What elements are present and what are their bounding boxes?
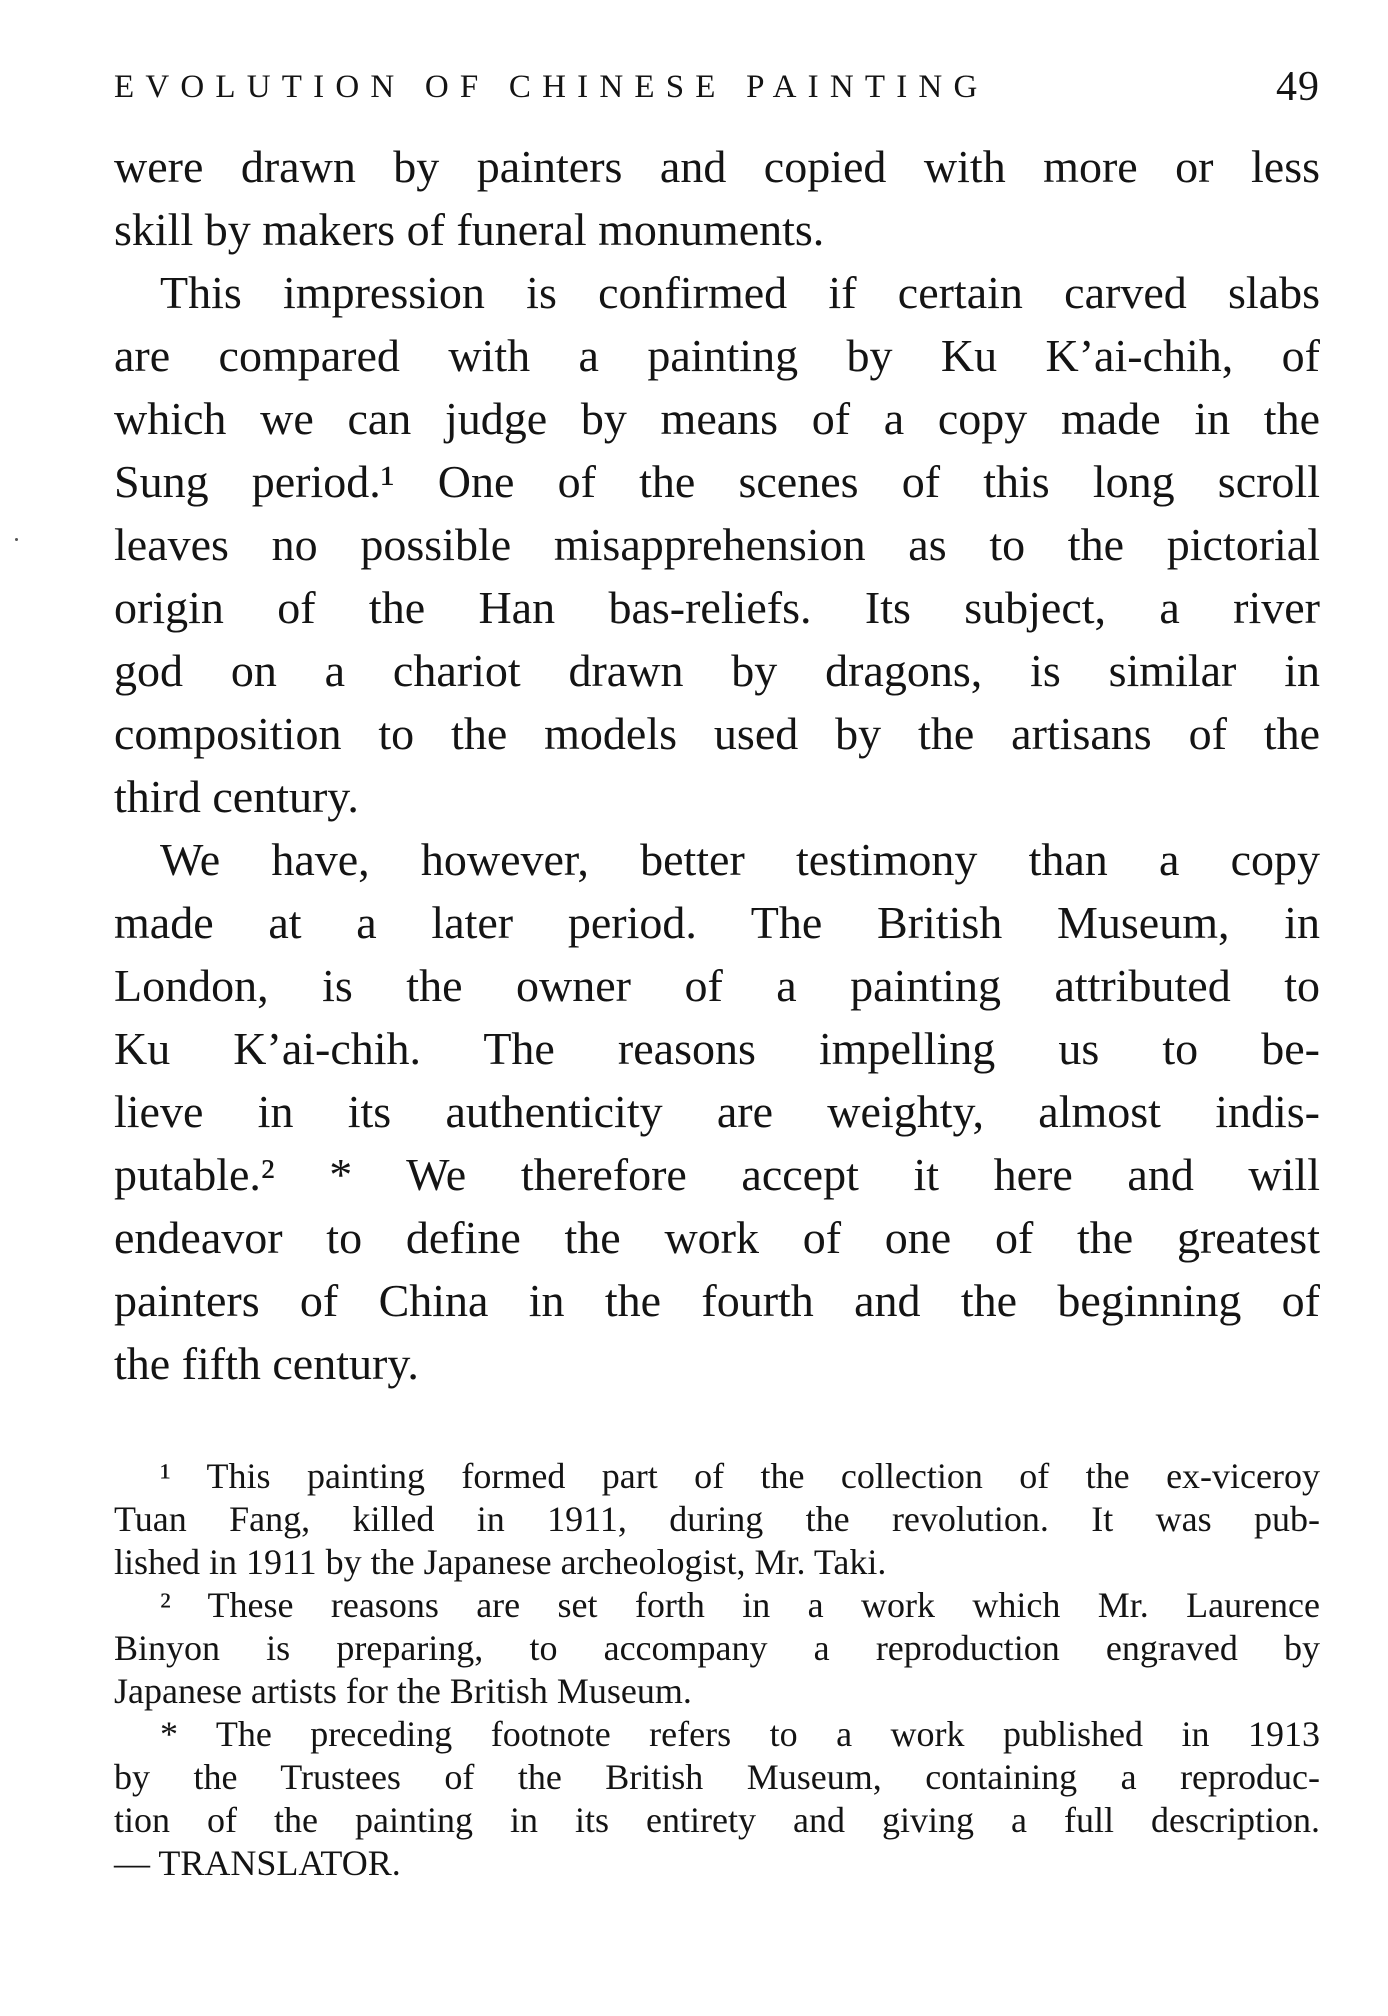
running-head	[114, 62, 1320, 112]
text-line: the fifth century.	[114, 1338, 419, 1389]
text-line: lieve in its authenticity are weighty, almost indis-	[114, 1086, 1320, 1137]
text-line: London, is the owner of a painting attributed to	[114, 960, 1320, 1011]
text-line: We have, however, better testimony than a copy	[160, 834, 1320, 885]
text-line: putable.² * We therefore accept it here and will	[114, 1149, 1320, 1200]
text-line: leaves no possible misapprehension as to the pictorial	[114, 519, 1320, 570]
text-line: painters of China in the fourth and the beginning of	[114, 1275, 1320, 1326]
text-line: third century.	[114, 771, 359, 822]
footnote-line: Tuan Fang, killed in 1911, during the revolution. It was pub-	[114, 1499, 1320, 1539]
text-line: which we can judge by means of a copy made in the	[114, 393, 1320, 444]
text-line: were drawn by painters and copied with more or less	[114, 141, 1320, 192]
footnote-line: ¹ This painting formed part of the collection of the ex-viceroy	[160, 1456, 1320, 1496]
text-line: composition to the models used by the artisans of the	[114, 708, 1320, 759]
footnote-line: * The preceding footnote refers to a work published in 1913	[160, 1714, 1320, 1754]
running-title: EVOLUTION OF CHINESE PAINTING	[114, 69, 989, 105]
page-number: 49	[1276, 64, 1320, 110]
footnote-line: — TRANSLATOR.	[114, 1843, 401, 1883]
text-line: origin of the Han bas-reliefs. Its subject, a river	[114, 582, 1320, 633]
footnote-line: by the Trustees of the British Museum, containing a reproduc-	[114, 1757, 1320, 1797]
text-line: endeavor to define the work of one of the greatest	[114, 1212, 1320, 1263]
text-line: Ku K’ai-chih. The reasons impelling us to be-	[114, 1023, 1320, 1074]
footnote-line: lished in 1911 by the Japanese archeologist, Mr. Taki.	[114, 1542, 887, 1582]
footnote-line: Binyon is preparing, to accompany a reproduction engraved by	[114, 1628, 1320, 1668]
text-line: god on a chariot drawn by dragons, is similar in	[114, 645, 1320, 696]
text-line: Sung period.¹ One of the scenes of this long scroll	[114, 456, 1320, 507]
stray-ink-mark	[15, 538, 18, 541]
text-line: are compared with a painting by Ku K’ai-chih, of	[114, 330, 1320, 381]
text-line: skill by makers of funeral monuments.	[114, 204, 825, 255]
footnote-line: tion of the painting in its entirety and giving a full description.	[114, 1800, 1320, 1840]
text-line: made at a later period. The British Museum, in	[114, 897, 1320, 948]
footnote-line: Japanese artists for the British Museum.	[114, 1671, 692, 1711]
text-line: This impression is confirmed if certain carved slabs	[160, 267, 1320, 318]
footnote-line: ² These reasons are set forth in a work which Mr. Laurence	[160, 1585, 1320, 1625]
footnotes	[114, 1455, 1320, 1885]
body-text	[114, 135, 1320, 1395]
